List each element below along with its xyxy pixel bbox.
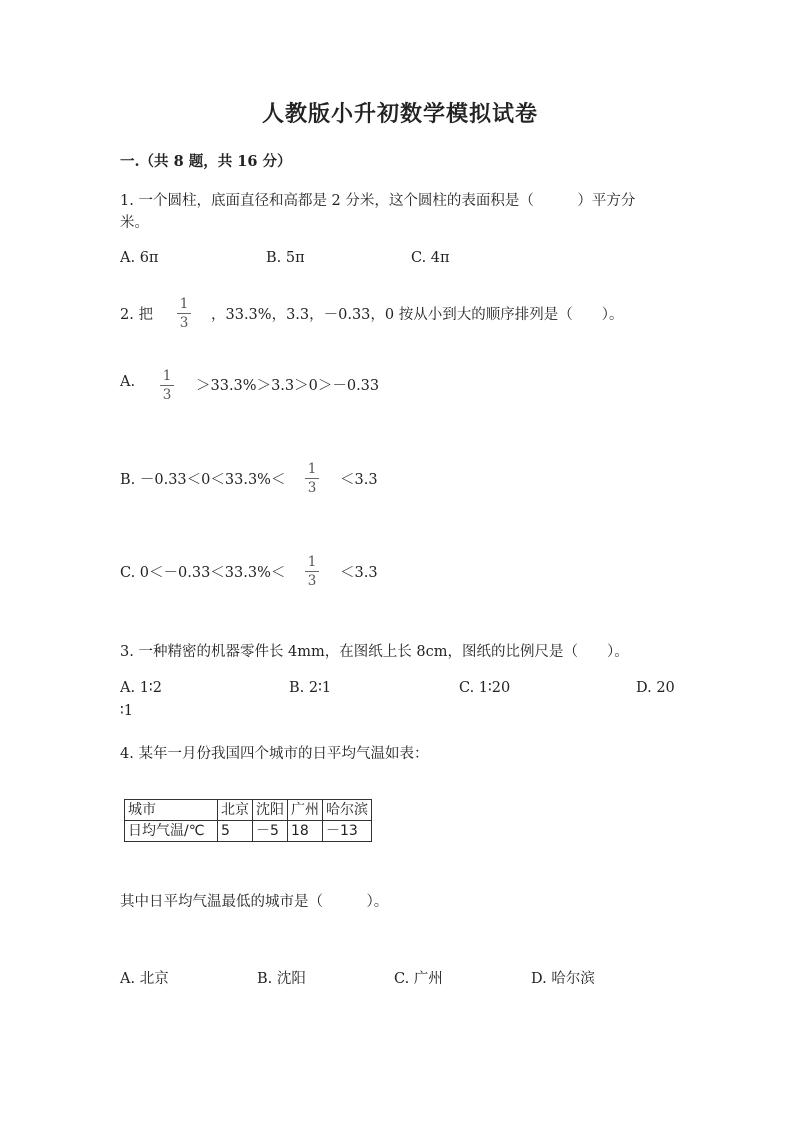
table-cell: 北京 bbox=[218, 800, 253, 821]
q3-option-d-wrap: ∶1 bbox=[120, 703, 133, 719]
table-cell: 广州 bbox=[288, 800, 323, 821]
table-cell: 沈阳 bbox=[253, 800, 288, 821]
q4-option-c: C. 广州 bbox=[394, 971, 443, 987]
q3-option-c: C. 1∶20 bbox=[459, 680, 511, 696]
table-cell: －13 bbox=[323, 821, 372, 842]
fraction-bar bbox=[177, 313, 191, 314]
q2-option-a-label: A. bbox=[120, 374, 136, 390]
table-cell: 日均气温/℃ bbox=[125, 821, 218, 842]
q3-option-d: D. 20 bbox=[636, 680, 675, 696]
q4-stem: 4. 某年一月份我国四个城市的日平均气温如表： bbox=[120, 746, 429, 762]
q4-option-b: B. 沈阳 bbox=[257, 971, 306, 987]
fraction-numerator: 1 bbox=[307, 461, 317, 477]
fraction-one-third bbox=[177, 297, 191, 330]
q1-stem-line1: 1. 一个圆柱，底面直径和高都是 2 分米，这个圆柱的表面积是（ ）平方分 bbox=[120, 193, 636, 209]
table-row bbox=[125, 821, 372, 842]
q2-stem-suffix: ，33.3%，3.3，－0.33，0 按从小到大的顺序排列是（ ）。 bbox=[211, 307, 624, 323]
q1-option-b: B. 5π bbox=[266, 250, 305, 266]
q1-option-a: A. 6π bbox=[120, 250, 159, 266]
q3-option-b: B. 2∶1 bbox=[289, 680, 332, 696]
fraction-bar bbox=[305, 478, 319, 479]
table-cell: 18 bbox=[288, 821, 323, 842]
table-header-row bbox=[125, 800, 372, 821]
fraction-numerator: 1 bbox=[179, 296, 189, 312]
table-cell: －5 bbox=[253, 821, 288, 842]
q3-option-a: A. 1∶2 bbox=[120, 680, 162, 696]
q1-option-c: C. 4π bbox=[411, 250, 450, 266]
q2-stem-prefix: 2. 把 bbox=[120, 307, 153, 323]
q2-option-c-pre: C. 0＜－0.33＜33.3%＜ bbox=[120, 565, 286, 581]
fraction-denominator: 3 bbox=[307, 480, 317, 496]
q2-option-a-rest: ＞33.3%＞3.3＞0＞－0.33 bbox=[196, 378, 380, 394]
table-cell: 5 bbox=[218, 821, 253, 842]
temperature-table bbox=[124, 799, 372, 842]
fraction-denominator: 3 bbox=[307, 573, 317, 589]
fraction-bar bbox=[160, 385, 174, 386]
q3-stem: 3. 一种精密的机器零件长 4mm，在图纸上长 8cm，图纸的比例尺是（ ）。 bbox=[120, 644, 629, 660]
page-title: 人教版小升初数学模拟试卷 bbox=[261, 101, 538, 127]
q2-option-b-post: ＜3.3 bbox=[340, 472, 378, 488]
q2-option-b-pre: B. －0.33＜0＜33.3%＜ bbox=[120, 472, 286, 488]
q4-option-a: A. 北京 bbox=[120, 971, 169, 987]
fraction-one-third bbox=[305, 462, 319, 495]
table-cell: 哈尔滨 bbox=[323, 800, 372, 821]
fraction-denominator: 3 bbox=[179, 315, 189, 331]
fraction-one-third bbox=[305, 555, 319, 588]
q4-question: 其中日平均气温最低的城市是（ ）。 bbox=[120, 894, 389, 910]
fraction-one-third bbox=[160, 369, 174, 402]
fraction-bar bbox=[305, 571, 319, 572]
q4-option-d: D. 哈尔滨 bbox=[531, 971, 595, 987]
fraction-denominator: 3 bbox=[162, 387, 172, 403]
fraction-numerator: 1 bbox=[162, 368, 172, 384]
table-cell: 城市 bbox=[125, 800, 218, 821]
fraction-numerator: 1 bbox=[307, 554, 317, 570]
q2-option-c-post: ＜3.3 bbox=[340, 565, 378, 581]
section-heading: 一.（共 8 题，共 16 分） bbox=[120, 153, 292, 170]
q1-stem-line2: 米。 bbox=[120, 215, 149, 231]
